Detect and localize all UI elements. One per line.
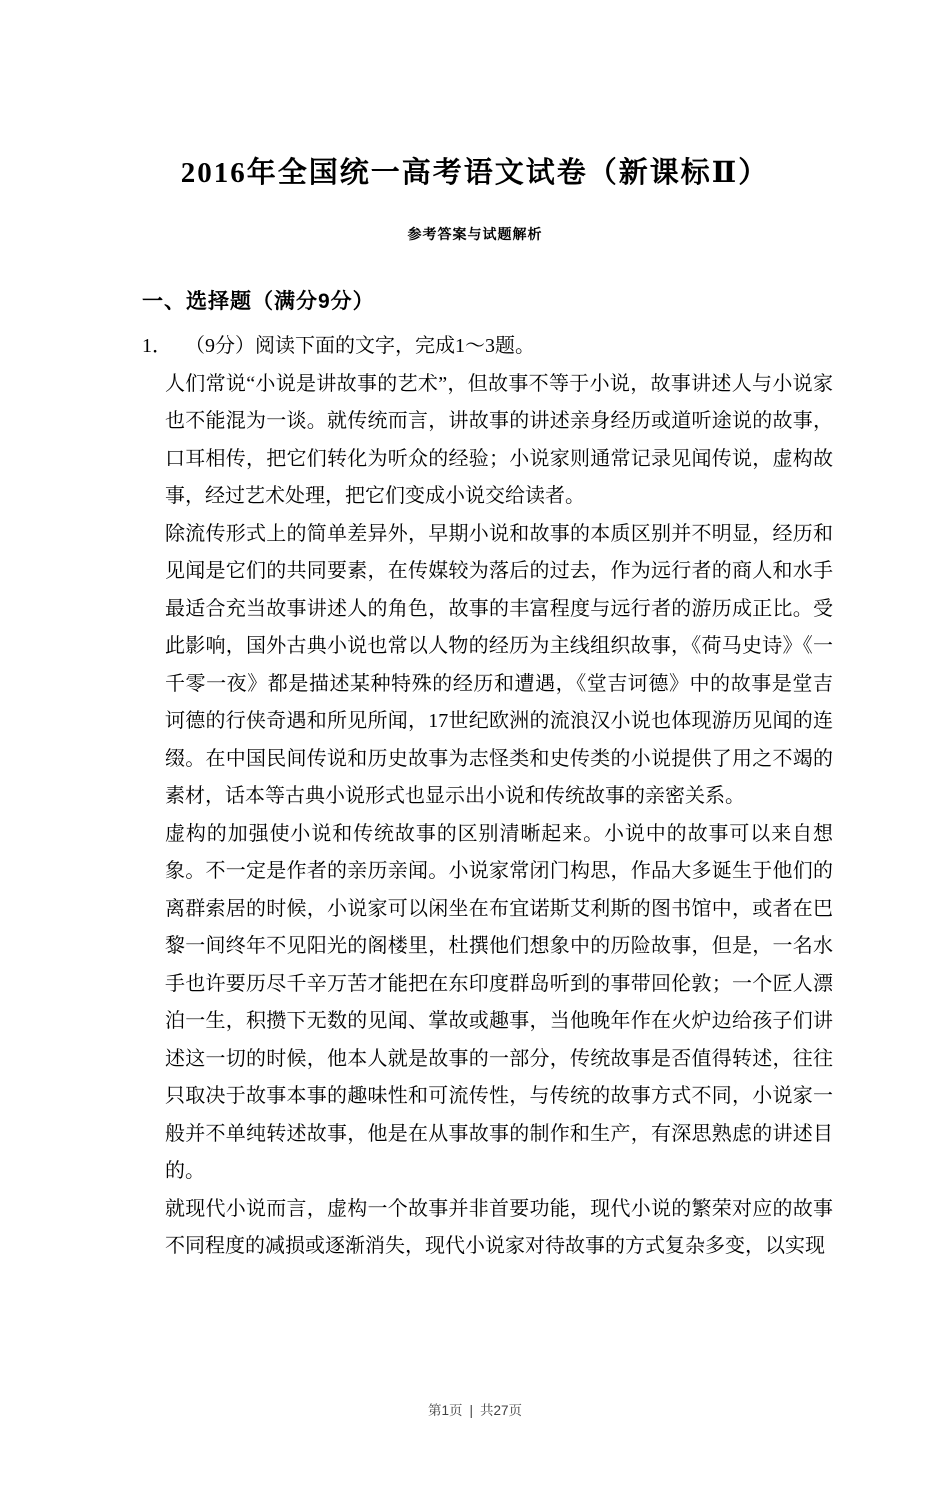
page-subtitle: 参考答案与试题解析: [407, 226, 543, 242]
footer-separator: |: [469, 1403, 473, 1418]
question-line: [142, 328, 833, 366]
footer-current-page: 第1页: [427, 1403, 463, 1418]
section-heading: 一、选择题（满分9分）: [142, 290, 375, 313]
footer-total-pages: 共27页: [480, 1403, 523, 1418]
passage-paragraph-3: 虚构的加强使小说和传统故事的区别清晰起来。小说中的故事可以来自想象。不一定是作者的亲历亲闻。小说家常闭门构思，作品大多诞生于他们的离群索居的时候，小说家可以闲坐在布宜诺斯艾利斯的图书馆中，或者在巴黎一间终年不见阳光的阁楼里，杜撰他们想象中的历险故事，但是，一名水手也许要历尽千辛万苦才能把在东印度群岛听到的事带回伦敦；一个匠人漂泊一生，积攒下无数的见闻、掌故或趣事，当他晚年作在火炉边给孩子们讲述这一切的时候，他本人就是故事的一部分，传统故事是否值得转述，往往只取决于故事本事的趣味性和可流传性，与传统的故事方式不同，小说家一般并不单纯转述故事，他是在从事故事的制作和生产，有深思熟虑的讲述目的。: [165, 822, 833, 1182]
page-title: 2016年全国统一高考语文试卷（新课标Ⅱ）: [180, 157, 770, 189]
page-footer: [0, 1399, 950, 1419]
passage-paragraph-2: 除流传形式上的简单差异外，早期小说和故事的本质区别并不明显，经历和见闻是它们的共同要素，在传媒较为落后的过去，作为远行者的商人和水手最适合充当故事讲述人的角色，故事的丰富程度与远行者的游历成正比。受此影响，国外古典小说也常以人物的经历为主线组织故事，《荷马史诗》《一千零一夜》都是描述某种特殊的经历和遭遇，《堂吉诃德》中的故事是堂吉诃德的行侠奇遇和所见所闻，17世纪欧洲的流浪汉小说也体现游历见闻的连缀。在中国民间传说和历史故事为志怪类和史传类的小说提供了用之不竭的素材，话本等古典小说形式也显示出小说和传统故事的亲密关系。: [165, 522, 833, 807]
question-prompt: （9分）阅读下面的文字，完成1～3题。: [185, 335, 535, 357]
question-number: 1．: [142, 335, 172, 357]
passage-paragraph-4: 就现代小说而言，虚构一个故事并非首要功能，现代小说的繁荣对应的故事不同程度的减损或逐渐消失，现代小说家对待故事的方式复杂多变，以实现: [165, 1197, 833, 1257]
passage-paragraph-1: 人们常说“小说是讲故事的艺术”，但故事不等于小说，故事讲述人与小说家也不能混为一谈。就传统而言，讲故事的讲述亲身经历或道听途说的故事，口耳相传，把它们转化为听众的经验；小说家则通常记录见闻传说，虚构故事，经过艺术处理，把它们变成小说交给读者。: [165, 372, 833, 507]
document-page: [0, 152, 950, 1496]
reading-passage: [165, 366, 833, 1266]
